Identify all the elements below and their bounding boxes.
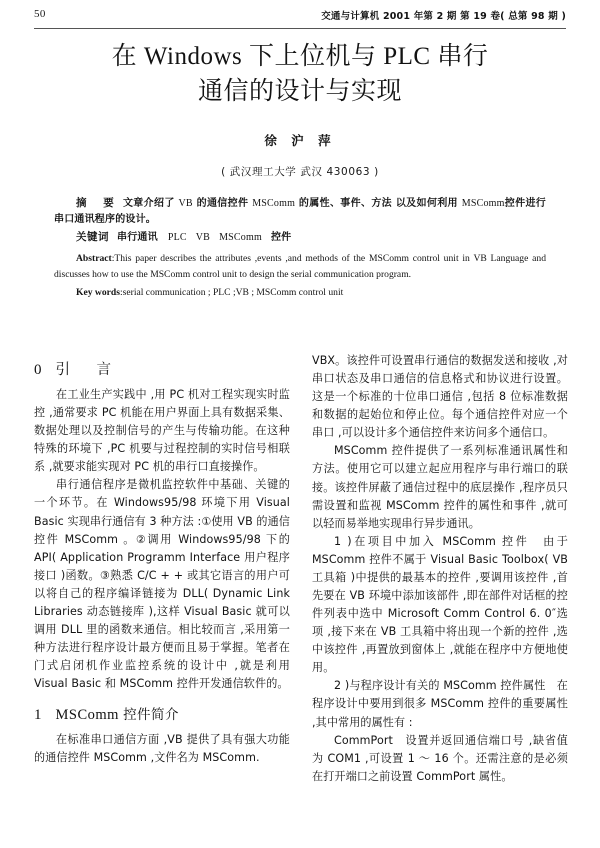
section-heading-1 (34, 703, 290, 724)
keywords-cn (54, 230, 546, 246)
abstract-en-text: :This paper describes the attributes ,events ,and methods of the MSComm control unit in VB Language and discusses how to use the MSComm control unit to design the serial communication program. (54, 253, 546, 280)
page-number: 50 (34, 8, 46, 20)
paragraph: 1 )在项目中加入 MSComm 控件 由于 MSComm 控件不属于 Visual Basic Toolbox( VB 工具箱 )中提供的最基本的控件 ,要调用该控件 ,首先要在 VB 环境中添加该部件 ,即在部件对话框的控件列表中选中 Microsoft Comm Control 6. 0″选项 ,接下来在 VB 工具箱中将出现一个新的控件 ,选中该控件 ,再置放到窗体上 ,就能在程序中方便地使用。 (312, 534, 568, 675)
section-heading-0 (34, 358, 290, 379)
abstract-cn (54, 196, 546, 227)
paragraph: MSComm 控件提供了一系列标准通讯属性和方法。使用它可以建立起应用程序与串行端口的联接。该控件屏蔽了通信过程中的底层操作 ,程序员只需设置和监视 MSComm 控件的属性和事件 ,就可以轻而易举地实现串行异步通讯。 (312, 444, 568, 530)
abstract-text-1: 文章介绍了 (122, 198, 179, 209)
running-head (34, 8, 566, 30)
abstract-text-3: 的属性、事件、方法 以及如何利用 (295, 198, 462, 209)
paragraph: 在工业生产实践中 ,用 PC 机对工程实现实时监控 ,通常要求 PC 机能在用户界面上具有数据采集、数据处理以及控制信号的产生与传输功能。在这种特殊的环境下 ,PC 机要与过程控制的实时信号相联系 ,就要求能实现对 PC 机的串行口直接操作。 (34, 388, 290, 474)
keyword-tail: 控件 (270, 232, 292, 244)
abstract-text-2: 的通信控件 (192, 198, 253, 209)
paragraph: 在标准串口通信方面 ,VB 提供了具有强大功能的通信控件 MSComm ,文件名为 MSComm. (34, 733, 290, 765)
section-title-cn: 控件简介 (123, 707, 180, 724)
keyword-vb: VB (195, 232, 211, 244)
keywords-en-label: Key words (76, 287, 120, 299)
keyword-mscomm: MSComm (219, 232, 262, 244)
keywords-en (54, 285, 546, 301)
section-title-0: 引 言 (55, 362, 117, 378)
title-line-2: 通信的设计与实现 (197, 77, 402, 105)
title-block (34, 40, 566, 179)
section-number-0: 0 (34, 362, 42, 378)
abstract-text-4: 控件进行串口通讯程序的设计。 (54, 198, 547, 225)
abstract-en-label: Abstract (76, 253, 112, 265)
keyword-latin-items (158, 232, 271, 243)
keywords-en-text: :serial communication ; PLC ;VB ; MSComm control unit (119, 287, 344, 299)
left-column (34, 352, 290, 842)
abstract-block (54, 196, 546, 301)
abstract-vb: VB (178, 198, 193, 209)
paragraph: 串行通信程序是微机监控软件中基础、关键的一个环节。在 Windows95/98 环境下用 Visual Basic 实现串行通信有 3 种方法 :①使用 VB 的通信控件 MSComm 。②调用 Windows95/98 下的 API( Application Programm Interface 用户程序接口 )函数。③熟悉 C/C + + 或其它语言的用户可以将自己的程序编译链接为 DLL( Dynamic Link Libraries 动态链接库 ),这样 Visual Basic 就可以调用 DLL 里的函数来通信。相比较而言 ,采用第一种方法进行程序设计最方便而且易于掌握。笔者在门式启闭机作业监控系统的设计中 ,就是利用 Visual Basic 和 MSComm 控件开发通信软件的。 (34, 478, 290, 691)
abstract-mscomm-2: MSComm (461, 198, 505, 209)
paragraph: VBX。该控件可设置串行通信的数据发送和接收 ,对串口状态及串口通信的信息格式和协议进行设置。这是一个标准的十位串口通信 ,包括 8 位标准数据和数据的起始位和停止位。每个通信控件对应一个串口 ,可以设计多个通信控件来访问多个通信口。 (312, 354, 568, 440)
abstract-en (54, 251, 546, 282)
keywords-label: 关键词 (76, 231, 109, 244)
author-name: 徐 沪 萍 (264, 133, 336, 148)
paragraph: CommPort 设置并返回通信端口号 ,缺省值为 COM1 ,可设置 1 ～ 16 个。还需注意的是必须在打开端口之前设置 CommPort 属性。 (312, 733, 568, 783)
section-number-1: 1 (34, 707, 42, 724)
keyword-plc: PLC (167, 232, 187, 244)
header-divider (34, 28, 566, 29)
journal-info: 交通与计算机 2001 年第 2 期 第 19 卷( 总第 98 期 ) (321, 11, 566, 22)
right-column (312, 352, 568, 842)
abstract-label: 摘 要 (76, 197, 117, 209)
body-columns (34, 352, 566, 842)
section-title-1 (56, 703, 180, 724)
paragraph: 2 )与程序设计有关的 MSComm 控件属性 在程序设计中要用到很多 MSComm 控件的重要属性 ,其中常用的属性有 : (312, 679, 568, 729)
abstract-mscomm-1: MSComm (252, 198, 296, 209)
title-line-1: 在 Windows 下上位机与 PLC 串行 (111, 43, 489, 70)
page-title (34, 40, 566, 109)
author-affiliation: ( 武汉理工大学 武汉 430063 ) (221, 166, 379, 178)
keyword-cn-item: 串行通讯 (117, 232, 158, 244)
section-title-latin: MSComm (55, 707, 119, 724)
